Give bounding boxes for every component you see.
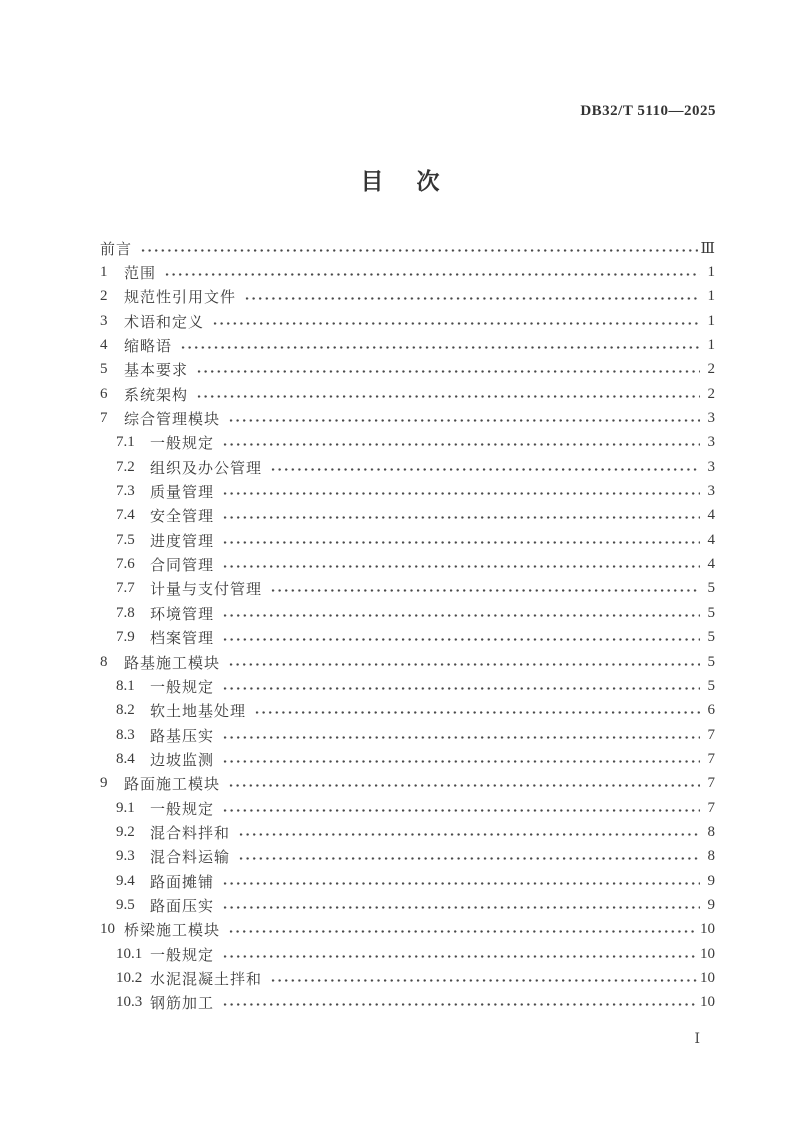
toc-entry-number: 8.2 bbox=[116, 702, 135, 719]
toc-entry bbox=[100, 333, 715, 357]
toc-entry-label: 路面施工模块 bbox=[124, 777, 221, 794]
dot-leader bbox=[213, 320, 700, 327]
toc-entry bbox=[100, 528, 715, 552]
toc-entry-page: 4 bbox=[707, 507, 715, 524]
toc-entry-number: 9.3 bbox=[116, 848, 135, 865]
dot-leader bbox=[223, 636, 700, 643]
dot-leader bbox=[165, 271, 700, 278]
toc-entry-label: 综合管理模块 bbox=[124, 412, 221, 429]
toc-entry-label: 缩略语 bbox=[124, 339, 173, 356]
toc-entry-label: 合同管理 bbox=[150, 558, 215, 575]
toc-entry-number: 7.5 bbox=[116, 531, 135, 548]
dot-leader bbox=[229, 661, 700, 668]
toc-entry-label: 一般规定 bbox=[150, 679, 215, 696]
toc-entry-page: 8 bbox=[707, 848, 715, 865]
toc-entry-page: 5 bbox=[707, 580, 715, 597]
toc-entry-label: 一般规定 bbox=[150, 436, 215, 453]
toc-entry-page: 5 bbox=[707, 604, 715, 621]
toc-entry-number: 9 bbox=[100, 775, 108, 792]
toc-entry-page: 3 bbox=[707, 434, 715, 451]
toc-entry-label: 安全管理 bbox=[150, 509, 215, 526]
toc-entry-label: 混合料拌和 bbox=[150, 825, 231, 842]
toc-entry bbox=[100, 406, 715, 430]
standard-number: DB32/T 5110—2025 bbox=[580, 103, 716, 119]
toc-entry-page: 9 bbox=[707, 872, 715, 889]
toc-entry-number: 7.3 bbox=[116, 483, 135, 500]
toc-entry-number: 9.2 bbox=[116, 823, 135, 840]
toc-entry-number: 6 bbox=[100, 385, 108, 402]
toc-entry-page: 6 bbox=[707, 702, 715, 719]
toc-entry-number: 10.3 bbox=[116, 994, 143, 1011]
dot-leader bbox=[223, 758, 700, 765]
toc-entry-number: 7.7 bbox=[116, 580, 135, 597]
toc-entry-label: 档案管理 bbox=[150, 631, 215, 648]
toc-entry-label: 组织及办公管理 bbox=[150, 460, 263, 477]
toc-entry bbox=[100, 650, 715, 674]
toc-entry bbox=[100, 577, 715, 601]
toc-entry-label: 路基压实 bbox=[150, 728, 215, 745]
page-title: 目 次 bbox=[360, 169, 445, 194]
toc-entry-number: 10.2 bbox=[116, 969, 143, 986]
toc-entry-label: 质量管理 bbox=[150, 485, 215, 502]
toc-entry-number: 8 bbox=[100, 653, 108, 670]
toc-entry-number: 5 bbox=[100, 361, 108, 378]
toc-entry-page: 7 bbox=[707, 775, 715, 792]
toc-entry-page: 7 bbox=[707, 799, 715, 816]
toc-entry-page: 1 bbox=[707, 337, 715, 354]
toc-entry-label: 进度管理 bbox=[150, 533, 215, 550]
toc-entry-number: 7.8 bbox=[116, 604, 135, 621]
toc-entry-number: 7.1 bbox=[116, 434, 135, 451]
toc-entry bbox=[100, 869, 715, 893]
dot-leader bbox=[239, 855, 700, 862]
toc-entry-label: 一般规定 bbox=[150, 801, 215, 818]
toc-entry-number: 9.4 bbox=[116, 872, 135, 889]
toc-entry bbox=[100, 358, 715, 382]
toc-entry bbox=[100, 626, 715, 650]
toc-entry bbox=[100, 260, 715, 284]
dot-leader bbox=[223, 1001, 697, 1008]
toc-entry-number: 8.3 bbox=[116, 726, 135, 743]
dot-leader bbox=[271, 587, 700, 594]
toc-entry-label: 路基施工模块 bbox=[124, 655, 221, 672]
toc-entry-page: 2 bbox=[707, 361, 715, 378]
toc-entry-page: 7 bbox=[707, 750, 715, 767]
toc-entry-page: 10 bbox=[700, 945, 715, 962]
dot-leader bbox=[229, 417, 700, 424]
dot-leader bbox=[223, 441, 700, 448]
toc-entry-page: 5 bbox=[707, 677, 715, 694]
toc-entry bbox=[100, 820, 715, 844]
toc-entry-page: 5 bbox=[707, 653, 715, 670]
toc-entry-number: 1 bbox=[100, 264, 108, 281]
toc-entry-label: 软土地基处理 bbox=[150, 704, 247, 721]
toc-entry-page: 1 bbox=[707, 264, 715, 281]
toc-entry bbox=[100, 309, 715, 333]
toc-entry-number: 2 bbox=[100, 288, 108, 305]
toc-entry bbox=[100, 455, 715, 479]
toc-entry bbox=[100, 991, 715, 1015]
dot-leader bbox=[223, 490, 700, 497]
toc-entry-number: 10 bbox=[100, 921, 115, 938]
toc-entry bbox=[100, 942, 715, 966]
toc-entry-number: 4 bbox=[100, 337, 108, 354]
toc-entry-number: 7.6 bbox=[116, 556, 135, 573]
toc-entry-page: 10 bbox=[700, 994, 715, 1011]
toc-entry-page: 4 bbox=[707, 556, 715, 573]
dot-leader bbox=[223, 807, 700, 814]
toc-entry bbox=[100, 699, 715, 723]
dot-leader bbox=[223, 904, 700, 911]
toc-entry-number: 7.9 bbox=[116, 629, 135, 646]
toc-entry bbox=[100, 723, 715, 747]
toc-entry bbox=[100, 552, 715, 576]
toc-entry bbox=[100, 918, 715, 942]
toc-list bbox=[100, 236, 715, 1015]
toc-entry-label: 混合料运输 bbox=[150, 850, 231, 867]
toc-entry bbox=[100, 431, 715, 455]
dot-leader bbox=[223, 563, 700, 570]
dot-leader bbox=[223, 539, 700, 546]
toc-entry-page: 7 bbox=[707, 726, 715, 743]
toc-entry-number: 8.4 bbox=[116, 750, 135, 767]
dot-leader bbox=[197, 393, 700, 400]
toc-entry-label: 系统架构 bbox=[124, 387, 189, 404]
toc-entry-label: 路面压实 bbox=[150, 898, 215, 915]
toc-entry-label: 路面摊铺 bbox=[150, 874, 215, 891]
toc-entry-page: 3 bbox=[707, 458, 715, 475]
toc-entry bbox=[100, 382, 715, 406]
toc-entry-label: 计量与支付管理 bbox=[150, 582, 263, 599]
toc-entry-page: 5 bbox=[707, 629, 715, 646]
toc-entry-label: 环境管理 bbox=[150, 606, 215, 623]
dot-leader bbox=[255, 709, 700, 716]
toc-entry-number: 7 bbox=[100, 410, 108, 427]
dot-leader bbox=[271, 977, 697, 984]
toc-entry-page: 4 bbox=[707, 531, 715, 548]
toc-entry-label: 规范性引用文件 bbox=[124, 290, 237, 307]
toc-entry-number: 9.1 bbox=[116, 799, 135, 816]
toc-entry bbox=[100, 236, 715, 260]
toc-entry-page: 2 bbox=[707, 385, 715, 402]
dot-leader bbox=[271, 466, 700, 473]
toc-entry bbox=[100, 504, 715, 528]
toc-entry bbox=[100, 796, 715, 820]
dot-leader bbox=[223, 514, 700, 521]
toc-entry-number: 9.5 bbox=[116, 896, 135, 913]
toc-entry-label: 范围 bbox=[124, 266, 157, 283]
dot-leader bbox=[141, 247, 698, 254]
toc-entry bbox=[100, 772, 715, 796]
toc-entry-label: 基本要求 bbox=[124, 363, 189, 380]
dot-leader bbox=[223, 685, 700, 692]
toc-entry bbox=[100, 601, 715, 625]
toc-entry-number: 10.1 bbox=[116, 945, 143, 962]
toc-entry-page: 10 bbox=[700, 969, 715, 986]
toc-entry-number: 8.1 bbox=[116, 677, 135, 694]
toc-entry-number: 7.4 bbox=[116, 507, 135, 524]
toc-entry-label: 水泥混凝土拌和 bbox=[150, 971, 263, 988]
dot-leader bbox=[245, 295, 700, 302]
toc-entry bbox=[100, 674, 715, 698]
toc-entry-page: 9 bbox=[707, 896, 715, 913]
toc-entry-label: 一般规定 bbox=[150, 947, 215, 964]
toc-entry-page: 3 bbox=[707, 483, 715, 500]
footer-page-number: Ⅰ bbox=[694, 1032, 700, 1047]
dot-leader bbox=[239, 831, 700, 838]
toc-entry-label: 边坡监测 bbox=[150, 752, 215, 769]
toc-entry bbox=[100, 966, 715, 990]
dot-leader bbox=[223, 953, 697, 960]
toc-entry-label: 桥梁施工模块 bbox=[124, 923, 221, 940]
dot-leader bbox=[229, 928, 697, 935]
toc-entry-label: 前言 bbox=[100, 241, 133, 258]
toc-entry bbox=[100, 893, 715, 917]
toc-entry-page: Ⅲ bbox=[700, 240, 715, 257]
toc-entry-page: 3 bbox=[707, 410, 715, 427]
toc-entry-label: 钢筋加工 bbox=[150, 996, 215, 1013]
toc-entry-page: 1 bbox=[707, 312, 715, 329]
toc-entry-page: 10 bbox=[700, 921, 715, 938]
toc-entry-page: 1 bbox=[707, 288, 715, 305]
toc-entry-number: 3 bbox=[100, 312, 108, 329]
toc-entry bbox=[100, 747, 715, 771]
dot-leader bbox=[197, 368, 700, 375]
toc-entry-label: 术语和定义 bbox=[124, 314, 205, 331]
dot-leader bbox=[223, 612, 700, 619]
toc-entry bbox=[100, 845, 715, 869]
dot-leader bbox=[181, 344, 700, 351]
toc-entry-number: 7.2 bbox=[116, 458, 135, 475]
toc-entry bbox=[100, 285, 715, 309]
toc-entry-page: 8 bbox=[707, 823, 715, 840]
dot-leader bbox=[229, 782, 700, 789]
toc-entry bbox=[100, 479, 715, 503]
dot-leader bbox=[223, 734, 700, 741]
dot-leader bbox=[223, 880, 700, 887]
